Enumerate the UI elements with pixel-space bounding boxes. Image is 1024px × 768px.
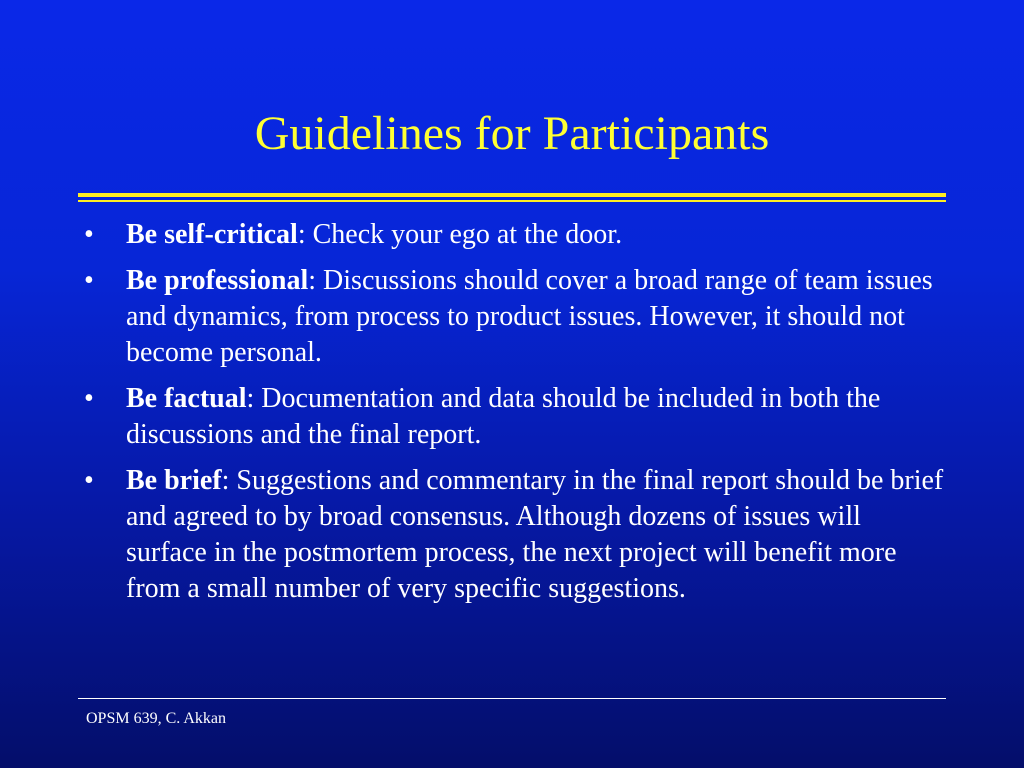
bullet-term: Be factual [126,383,247,414]
bullet-text: : Suggestions and commentary in the final report should be brief and agreed to by broad consensus. Although dozens of issues will surface in the postmortem process, the next project will benefit more from a small number of very specific suggestions. [126,465,944,604]
bullet-item-factual [84,381,944,453]
bullet-list [84,217,944,617]
bullet-item-self-critical [84,217,944,253]
title-rule-thick [78,193,946,197]
bullet-term: Be professional [126,265,309,296]
title-rule-thin [78,200,946,202]
bullet-text: : Discussions should cover a broad range of team issues and dynamics, from process to product issues. However, it should not become personal. [126,265,933,368]
bullet-text: : Documentation and data should be included in both the discussions and the final report. [126,383,881,450]
bullet-item-brief [84,463,944,607]
bullet-item-professional [84,263,944,371]
bullet-term: Be self-critical [126,219,298,250]
bullet-text: : Check your ego at the door. [297,219,623,250]
footer-text: OPSM 639, C. Akkan [86,710,227,727]
bullet-marker: • [84,265,94,296]
bullet-marker: • [84,465,94,496]
bullet-term: Be brief [126,465,222,496]
bullet-marker: • [84,219,94,250]
footer-rule [78,698,946,699]
bullet-marker: • [84,383,94,414]
slide-title: Guidelines for Participants [254,107,770,160]
